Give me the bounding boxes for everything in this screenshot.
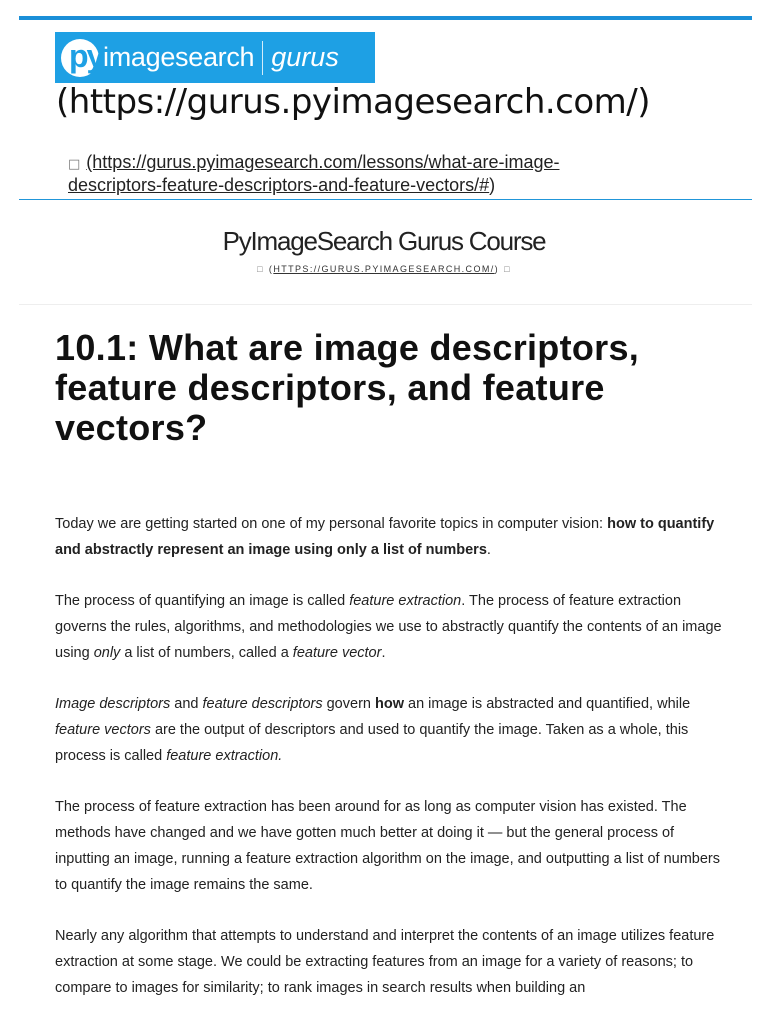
header-divider (19, 199, 752, 200)
paragraph-3-text-c: an image is abstracted and quantified, while (404, 696, 691, 712)
paragraph-3-italic-c: feature vectors (55, 722, 151, 738)
pyimagesearch-gurus-logo[interactable] (55, 32, 375, 83)
home-url-link[interactable]: (https://gurus.pyimagesearch.com/) (56, 82, 651, 122)
paragraph-2 (55, 588, 725, 666)
paragraph-4: The process of feature extraction has been around for as long as computer vision has existed. The methods have changed and we have gotten much better at doing it — but the general process of inputting an image, running a feature extraction algorithm on the image, and outputting a list of numbers to quantify the image remains the same. (55, 799, 720, 893)
paragraph-3-italic-b: feature descriptors (202, 696, 323, 712)
lesson-url-tail: ) (489, 175, 496, 195)
paragraph-3-bold: how (375, 696, 404, 712)
paragraph-3-text-d: are the output of descriptors and used to quantify the image. Taken as a whole, this process is called (55, 722, 689, 764)
missing-glyph-icon: □ (68, 157, 81, 172)
paragraph-2-italic-c: feature vector (292, 645, 382, 661)
paragraph-1 (55, 511, 725, 563)
lesson-url-line1[interactable]: (https://gurus.pyimagesearch.com/lessons/what-are-image- (86, 152, 560, 172)
paragraph-3-text-a: and (170, 696, 203, 712)
article-title: 10.1: What are image descriptors, feature descriptors, and feature vectors? (55, 327, 640, 448)
missing-glyph-icon: □ (504, 264, 511, 274)
paragraph-2-text-a: The process of quantifying an image is called (55, 593, 350, 609)
paragraph-3 (55, 691, 725, 769)
paragraph-2-italic-b: only (93, 645, 121, 661)
course-url-prefix: ( (268, 264, 274, 274)
course-url-text[interactable]: HTTPS://GURUS.PYIMAGESEARCH.COM/ (273, 264, 495, 274)
missing-glyph-icon: □ (257, 264, 264, 274)
paragraph-2-italic-a: feature extraction (349, 593, 462, 609)
lesson-url-link[interactable] (68, 152, 688, 195)
course-title: PyImageSearch Gurus Course (222, 226, 546, 256)
paragraph-1-bold: how to quantify and abstractly represent an image using only a list of numbers (55, 516, 715, 558)
paragraph-3-text-b: govern (322, 696, 375, 712)
lesson-url-line2[interactable]: descriptors-feature-descriptors-and-feature-vectors/# (68, 175, 490, 195)
article-body (55, 511, 725, 1024)
paragraph-3-italic-d: feature extraction. (166, 748, 283, 764)
logo-product-text: gurus (271, 42, 339, 72)
logo-divider (262, 41, 263, 75)
paragraph-2-text-b: . The process of feature extraction governs the rules, algorithms, and methodologies we use to abstractly quantify the contents of an image using (55, 593, 722, 661)
header-top-rule (19, 16, 752, 20)
logo-mark-icon (61, 37, 103, 77)
paragraph-1-end: . (486, 542, 491, 558)
paragraph-2-text-c: a list of numbers, called a (120, 645, 293, 661)
paragraph-2-end: . (381, 645, 386, 661)
course-url-suffix: ) (494, 264, 500, 274)
logo-brand-text: imagesearch (103, 42, 255, 72)
paragraph-3-italic-a: Image descriptors (55, 696, 171, 712)
paragraph-1-text: Today we are getting started on one of my personal favorite topics in computer vision: (55, 516, 608, 532)
paragraph-5: Nearly any algorithm that attempts to understand and interpret the contents of an image utilizes feature extraction at some stage. We could be extracting features from an image for a variety of reasons; to compare to images for similarity; to rank images in search results when building an (55, 928, 715, 996)
logo-mark-text: py (69, 37, 103, 74)
course-divider (19, 304, 752, 305)
course-url-link[interactable] (0, 264, 768, 274)
